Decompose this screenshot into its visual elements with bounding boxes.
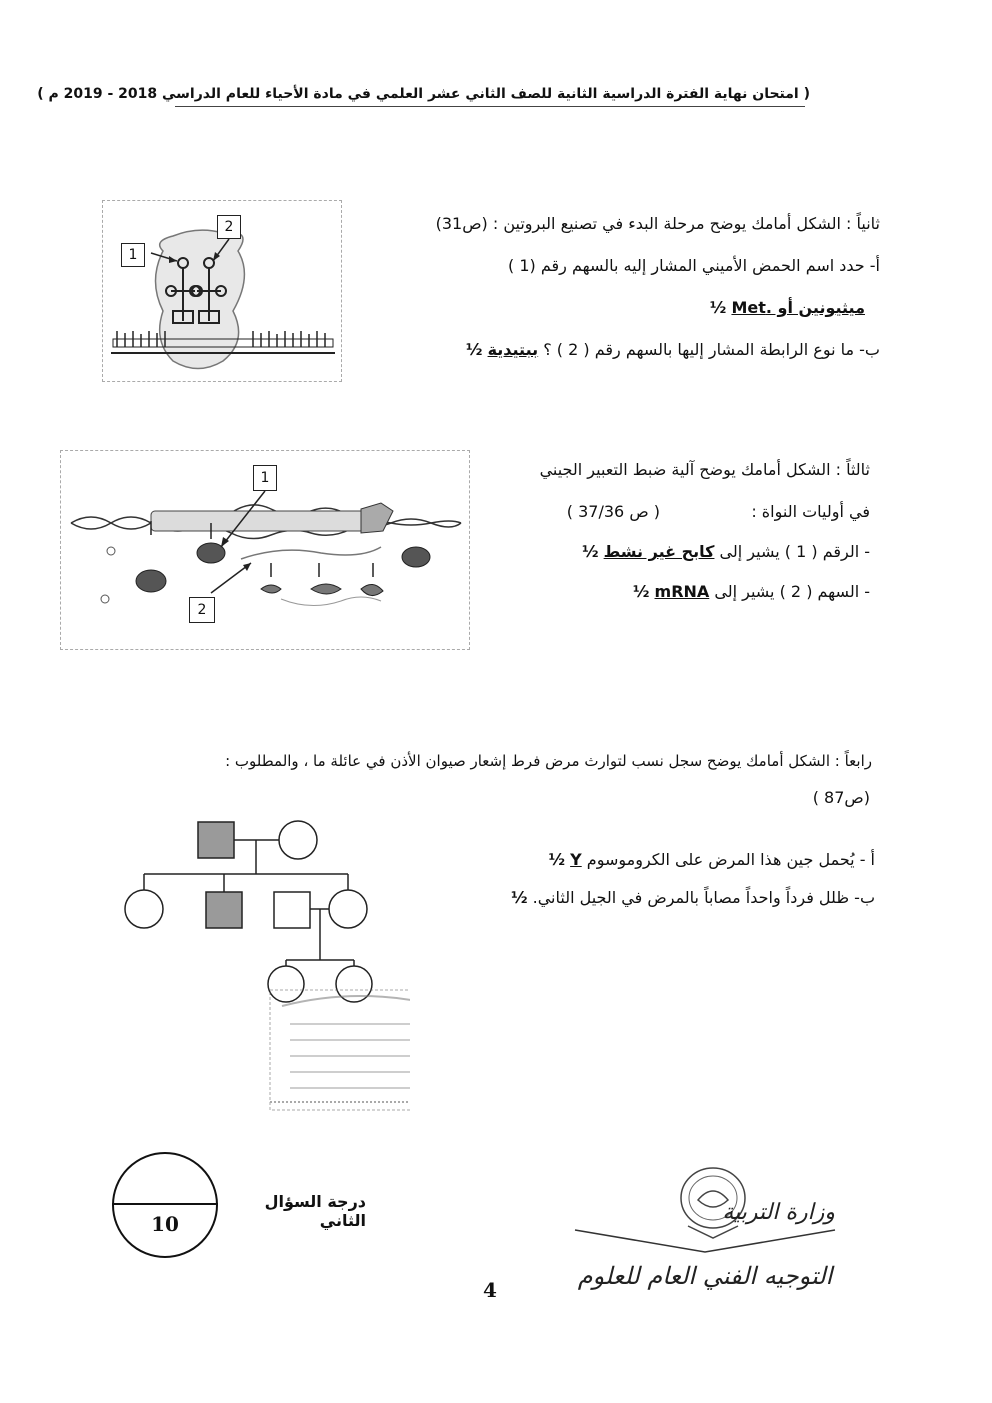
- q3-item1-text: - الرقم ( 1 ) يشير إلى: [719, 542, 870, 561]
- q3-item1-line: [520, 542, 870, 561]
- pedigree-gen2-female-2: [329, 890, 367, 928]
- pedigree-gen3-female-1: [268, 966, 304, 1002]
- school-stamp-icon: [270, 990, 410, 1110]
- q3-line2: في أوليات النواة :: [751, 502, 870, 521]
- q3-title: ثالثاً : الشكل أمامك يوضح آلية ضبط التعبير الجيني: [539, 460, 870, 479]
- q2-b-question: ب- ما نوع الرابطة المشار إليها بالسهم رقم ( 2 ) ؟: [543, 340, 880, 359]
- q4-b-half: ½: [510, 888, 528, 907]
- ribosome-figure: [102, 200, 342, 382]
- q2-a-half: ½: [709, 298, 727, 317]
- q3-item1-half: ½: [581, 542, 599, 561]
- page-number: 4: [483, 1278, 497, 1302]
- ministry-name: وزارة التربية: [722, 1200, 835, 1225]
- q4-a-answer: Y: [570, 850, 582, 869]
- pedigree-gen2-male-spouse: [274, 892, 310, 928]
- q3-item2-answer: mRNA: [654, 582, 710, 601]
- q2-title: ثانياً : الشكل أمامك يوضح مرحلة البدء في تصنيع البروتين : (ص31): [435, 214, 880, 233]
- q3-item1-answer: كابح غير نشط: [603, 542, 715, 561]
- q2-b-line: [360, 340, 880, 359]
- q2-a-answer-line: [560, 298, 865, 317]
- q4-b-line: [460, 888, 875, 907]
- exam-header: ( امتحان نهاية الفترة الدراسية الثانية للصف الثاني عشر العلمي في مادة الأحياء للعام الدراسي 2018 - 2019 م ): [37, 86, 810, 102]
- q4-b-text: ب- ظلل فرداً واحداً مصاباً بالمرض في الجيل الثاني.: [532, 888, 875, 907]
- q4-a-half: ½: [548, 850, 566, 869]
- pedigree-chart: [110, 810, 410, 1140]
- pedigree-gen1-female: [279, 821, 317, 859]
- q2-b-half: ½: [465, 340, 483, 359]
- operon-label-1: 1: [253, 465, 277, 491]
- q3-item2-text: - السهم ( 2 ) يشير إلى: [714, 582, 870, 601]
- ribosome-label-2: 2: [217, 215, 241, 239]
- pedigree-gen2-male-affected: [206, 892, 242, 928]
- grade-value: 10: [151, 1212, 179, 1236]
- ribosome-label-1: 1: [121, 243, 145, 267]
- q3-item2-line: [560, 582, 870, 601]
- grade-label: درجة السؤال الثاني: [264, 1192, 366, 1230]
- q4-page-ref: (ص87 ): [812, 788, 870, 807]
- q3-page-ref: ( ص 37/36 ): [566, 502, 660, 521]
- pedigree-gen2-female-1: [125, 890, 163, 928]
- q3-item2-half: ½: [632, 582, 650, 601]
- q4-title: رابعاً : الشكل أمامك يوضح سجل نسب لتوارث مرض فرط إشعار صيوان الأذن في عائلة ما ، والمطلوب :: [225, 752, 872, 770]
- operon-figure: [60, 450, 470, 650]
- q2-b-answer: ببتيدية: [487, 340, 539, 359]
- q4-a-line: [480, 850, 875, 869]
- q2-a-answer: ميثيونين أو .Met: [731, 298, 865, 317]
- q4-a-text: أ - يُحمل جين هذا المرض على الكروموسوم: [586, 850, 875, 869]
- ministry-department: التوجيه الفني العام للعلوم: [577, 1262, 833, 1290]
- grade-circle: [112, 1152, 218, 1258]
- header-underline: [175, 106, 805, 107]
- pedigree-gen1-male-affected: [198, 822, 234, 858]
- operon-label-2: 2: [189, 597, 215, 623]
- ministry-chevron-icon: [565, 1226, 845, 1256]
- q2-a-question: أ- حدد اسم الحمض الأميني المشار إليه بالسهم رقم (1 ): [508, 256, 880, 275]
- grade-divider: [112, 1203, 218, 1205]
